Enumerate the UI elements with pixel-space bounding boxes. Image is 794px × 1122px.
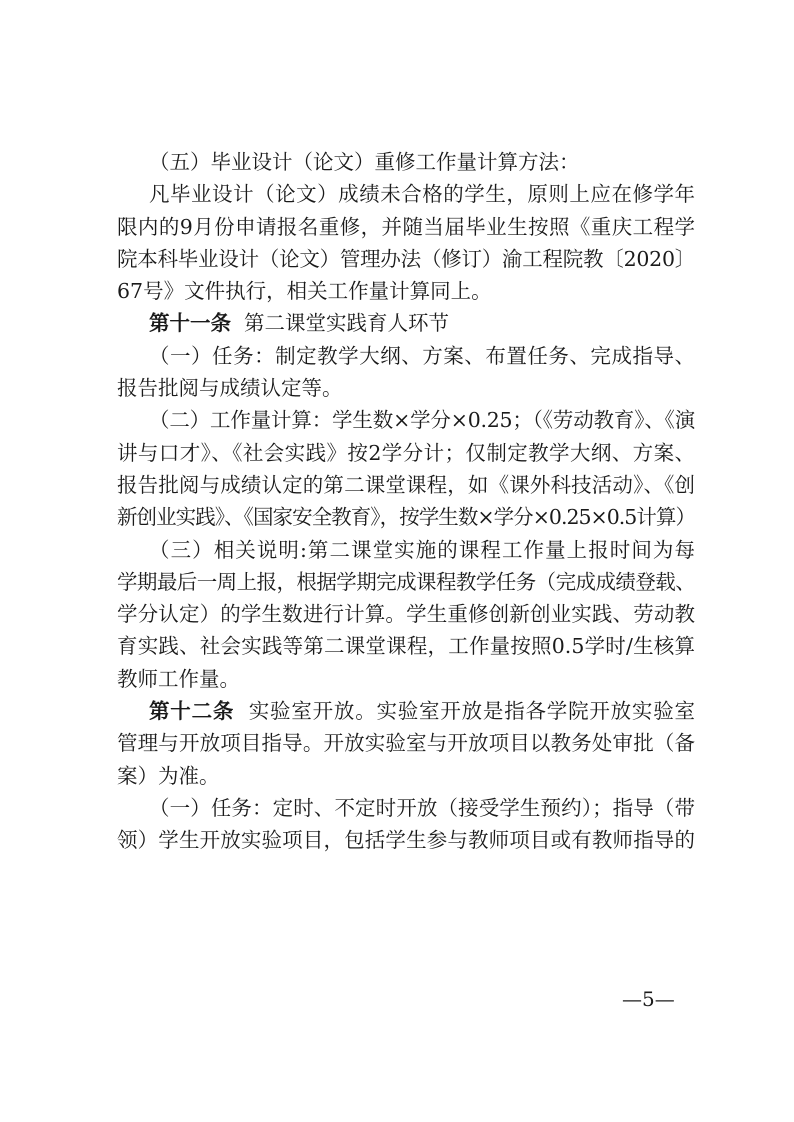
article-12-intro: 实验室开放。实验室开放是指各学院开放实验室 xyxy=(248,699,695,724)
paragraph-line: 教师工作量。 xyxy=(117,666,240,691)
paragraph-line: 学分认定）的学生数进行计算。学生重修创新创业实践、劳动教 xyxy=(117,602,695,627)
paragraph-line: 报告批阅与成绩认定的第二课堂课程，如《课外科技活动》、《创 xyxy=(117,472,695,497)
paragraph-line: 限内的9月份申请报名重修，并随当届毕业生按照《重庆工程学 xyxy=(117,214,695,239)
paragraph-line: 67号》文件执行，相关工作量计算同上。 xyxy=(117,279,492,304)
paragraph-line: （一）任务：定时、不定时开放（接受学生预约）；指导（带 xyxy=(149,795,695,820)
paragraph-line: 管理与开放项目指导。开放实验室与开放项目以教务处审批（备 xyxy=(117,731,695,756)
paragraph-line: （三）相关说明:第二课堂实施的课程工作量上报时间为每 xyxy=(149,537,695,562)
paragraph-line: 案）为准。 xyxy=(117,763,220,788)
article-12-number: 第十二条 xyxy=(149,699,235,724)
section-heading-graduation-retake: （五）毕业设计（论文）重修工作量计算方法： xyxy=(149,150,580,174)
paragraph-line: 领）学生开放实验项目，包括学生参与教师项目或有教师指导的 xyxy=(117,828,695,853)
document-body xyxy=(117,146,695,857)
article-11-title: 第二课堂实践育人环节 xyxy=(244,311,450,336)
page-number: —5— xyxy=(622,987,675,1011)
paragraph-line: （一）任务：制定教学大纲、方案、布置任务、完成指导、 xyxy=(149,343,695,368)
paragraph-line: 讲与口才》、《社会实践》按2学分计；仅制定教学大纲、方案、 xyxy=(117,440,695,465)
paragraph-line: 报告批阅与成绩认定等。 xyxy=(117,376,343,401)
article-11-heading xyxy=(117,307,695,339)
paragraph-line: 新创业实践》、《国家安全教育》，按学生数×学分×0.25×0.5计算） xyxy=(117,505,695,530)
article-11-number: 第十一条 xyxy=(149,311,231,336)
paragraph-line: （二）工作量计算：学生数×学分×0.25；（《劳动教育》、《演 xyxy=(149,408,695,433)
paragraph-line: 育实践、社会实践等第二课堂课程，工作量按照0.5学时/生核算 xyxy=(117,634,695,659)
article-12-heading xyxy=(117,695,695,727)
paragraph-line: 院本科毕业设计（论文）管理办法（修订）渝工程院教〔2020〕 xyxy=(117,246,695,271)
paragraph-line: 凡毕业设计（论文）成绩未合格的学生，原则上应在修学年 xyxy=(149,182,695,207)
paragraph-line: 学期最后一周上报，根据学期完成课程教学任务（完成成绩登载、 xyxy=(117,569,695,594)
